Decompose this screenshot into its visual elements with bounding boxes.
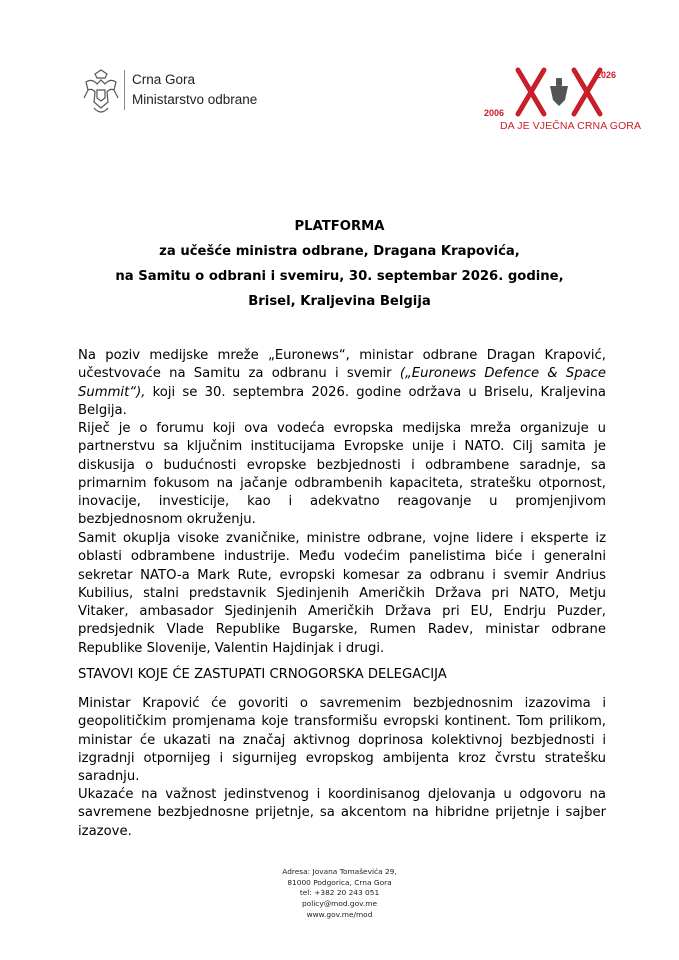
- title-line-3: na Samitu o odbrani i svemiru, 30. septembar 2026. godine,: [115, 269, 564, 284]
- footer-contact: [0, 867, 679, 921]
- jubilee-year-end: 2026: [595, 70, 616, 80]
- title-line-1: PLATFORMA: [294, 219, 385, 234]
- coat-of-arms-icon: [80, 68, 122, 118]
- org-ministry: Ministarstvo odbrane: [132, 92, 258, 107]
- p4-text: Ministar Krapović će govoriti o savremenim bezbjednosnim izazovima i geopolitičkim promjenama koje transformišu evropski kontinent. Tom prilikom, ministar će ukazati na značaj aktivnog doprinosa kolektivnoj bezbjednosti i izgradnji otpornijeg i sigurnijeg evropskog ambijenta kroz čvrstu stratešku saradnju.: [78, 696, 606, 785]
- footer-website[interactable]: www.gov.me/mod: [306, 909, 373, 919]
- section-heading: STAVOVI KOJE ĆE ZASTUPATI CRNOGORSKA DELEGACIJA: [78, 667, 447, 682]
- p5-text: Ukazaće na važnost jedinstvenog i koordinisanog djelovanja u odgovoru na savremene bezbjednosne prijetnje, sa akcentom na hibridne prijetnje i sajber izazove.: [78, 787, 606, 839]
- footer-email[interactable]: policy@mod.gov.me: [301, 899, 378, 909]
- jubilee-slogan: DA JE VJEČNA CRNA GORA: [500, 120, 642, 132]
- jubilee-logo: [484, 64, 642, 136]
- header-divider: [124, 70, 125, 110]
- paragraph-positions: [78, 695, 606, 786]
- paragraph-panelists: [78, 530, 606, 658]
- paragraph-forum: [78, 420, 606, 530]
- p1-event-name: („Euronews Defence & Space Summit“),: [78, 366, 607, 400]
- document-title: [0, 214, 679, 314]
- title-line-4: Brisel, Kraljevina Belgija: [248, 294, 431, 309]
- jubilee-year-start: 2006: [484, 108, 505, 118]
- footer-phone: tel: +382 20 243 051: [299, 888, 380, 898]
- p2-text: Riječ je o forumu koji ova vodeća evropska medijska mreža organizuje u partnerstvu sa ključnim institucijama Evropske unije i NATO. Cilj samita je diskusija o budućnosti evropske bezbjednosti i odbrambene saradnje, sa primarnim fokusom na jačanje odbrambenih kapaciteta, stratešku otpornost, inovacije, investicije, kao i adekvatno reagovanje u promjenjivom bezbjednosnom okruženju.: [78, 421, 606, 528]
- letterhead: [0, 0, 679, 150]
- p1-text-end: koji se 30. septembra 2026. godine održava u Briselu, Kraljevina Belgija.: [78, 384, 606, 418]
- title-line-2: za učešće ministra odbrane, Dragana Krapovića,: [159, 244, 520, 259]
- org-country: Crna Gora: [132, 72, 196, 87]
- footer-address: Adresa: Jovana Tomaševića 29,: [282, 867, 397, 876]
- paragraph-invitation: [78, 347, 606, 420]
- p3-text: Samit okuplja visoke zvaničnike, ministre odbrane, vojne lidere i eksperte iz oblasti odbrambene industrije. Među vodećim panelistima biće i generalni sekretar NATO-a Mark Rute, evropski komesar za odbranu i svemir Andrius Kubilius, stalni predstavnik Sjedinjenih Američkih Država pri NATO, Metju Vitaker, ambasador Sjedinjenih Američkih Država pri EU, Endrju Puzder, predsjednik Vlade Republike Bugarske, Rumen Radev, ministar odbrane Republike Slovenije, Valentin Hajdinjak i drugi.: [78, 531, 606, 656]
- footer-city: 81000 Podgorica, Crna Gora: [287, 877, 392, 887]
- organization-name: [132, 70, 257, 110]
- paragraph-threats: [78, 786, 606, 841]
- p1-text-start: Na poziv medijske mreže „Euronews“, ministar odbrane Dragan Krapović, učestvovaće na Samitu za odbranu i svemir: [78, 348, 606, 382]
